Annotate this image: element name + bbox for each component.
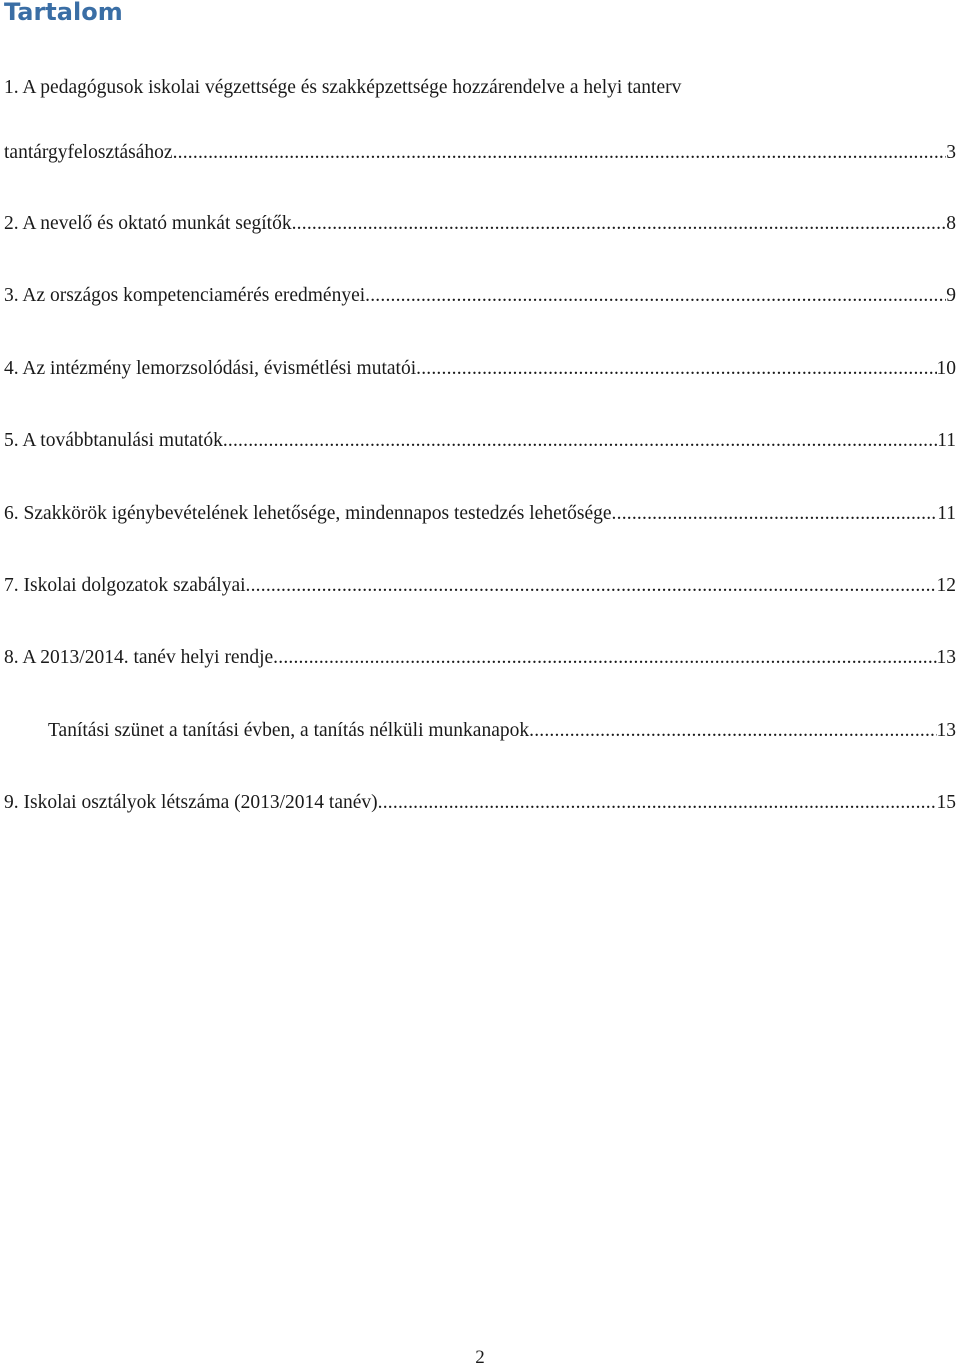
toc-leader-dots <box>365 284 946 308</box>
toc-entry-text: 9. Iskolai osztályok létszáma (2013/2014 tanév) <box>4 792 378 813</box>
toc-leader-dots <box>612 502 938 526</box>
toc-entry-page: 12 <box>936 575 956 596</box>
toc-entry-page: 8 <box>946 213 956 234</box>
toc-leader-dots <box>223 429 937 453</box>
toc-entry-4[interactable] <box>4 357 956 381</box>
toc-entry-6[interactable] <box>4 502 956 526</box>
toc-entry-page: 13 <box>936 647 956 668</box>
toc-entry-1-line1[interactable] <box>4 76 956 100</box>
toc-leader-dots <box>529 719 936 743</box>
toc-entry-text: 8. A 2013/2014. tanév helyi rendje <box>4 647 274 668</box>
toc-entry-5[interactable] <box>4 429 956 453</box>
toc-entry-2[interactable] <box>4 212 956 236</box>
toc-entry-text: 7. Iskolai dolgozatok szabályai <box>4 575 246 596</box>
toc-entry-text: 6. Szakkörök igénybevételének lehetősége, mindennapos testedzés lehetősége <box>4 503 612 524</box>
toc-entry-text: 5. A továbbtanulási mutatók <box>4 430 223 451</box>
toc-subentry-8-1[interactable] <box>4 719 956 743</box>
toc-entry-page: 11 <box>937 430 956 451</box>
toc-entry-7[interactable] <box>4 574 956 598</box>
toc-entry-page: 13 <box>936 720 956 741</box>
toc-entry-page: 15 <box>936 792 956 813</box>
toc-entry-text: Tanítási szünet a tanítási évben, a tanítás nélküli munkanapok <box>48 720 530 741</box>
toc-entry-page: 11 <box>937 503 956 524</box>
toc-entry-8[interactable] <box>4 646 956 670</box>
toc-entry-text: 4. Az intézmény lemorzsolódási, évismétlési mutatói <box>4 358 417 379</box>
toc-entry-text: tantárgyfelosztásához <box>4 142 173 163</box>
toc-entry-page: 10 <box>936 358 956 379</box>
toc-leader-dots <box>378 791 937 815</box>
toc-entry-9[interactable] <box>4 791 956 815</box>
toc-entry-text: 3. Az országos kompetenciamérés eredményei <box>4 285 366 306</box>
toc-entry-3[interactable] <box>4 284 956 308</box>
toc-title: Tartalom <box>4 0 123 26</box>
toc-entry-text: 1. A pedagógusok iskolai végzettsége és szakképzettsége hozzárendelve a helyi tanterv <box>4 77 682 98</box>
toc-leader-dots <box>273 646 936 670</box>
toc-entry-page: 9 <box>946 285 956 306</box>
toc-leader-dots <box>416 357 936 381</box>
page-number: 2 <box>475 1347 485 1368</box>
toc-leader-dots <box>292 212 947 236</box>
toc-leader-dots <box>173 141 947 165</box>
toc-leader-dots <box>246 574 937 598</box>
toc-entry-1[interactable] <box>4 141 956 165</box>
toc-entry-text: 2. A nevelő és oktató munkát segítők <box>4 213 292 234</box>
toc-entry-page: 3 <box>946 142 956 163</box>
